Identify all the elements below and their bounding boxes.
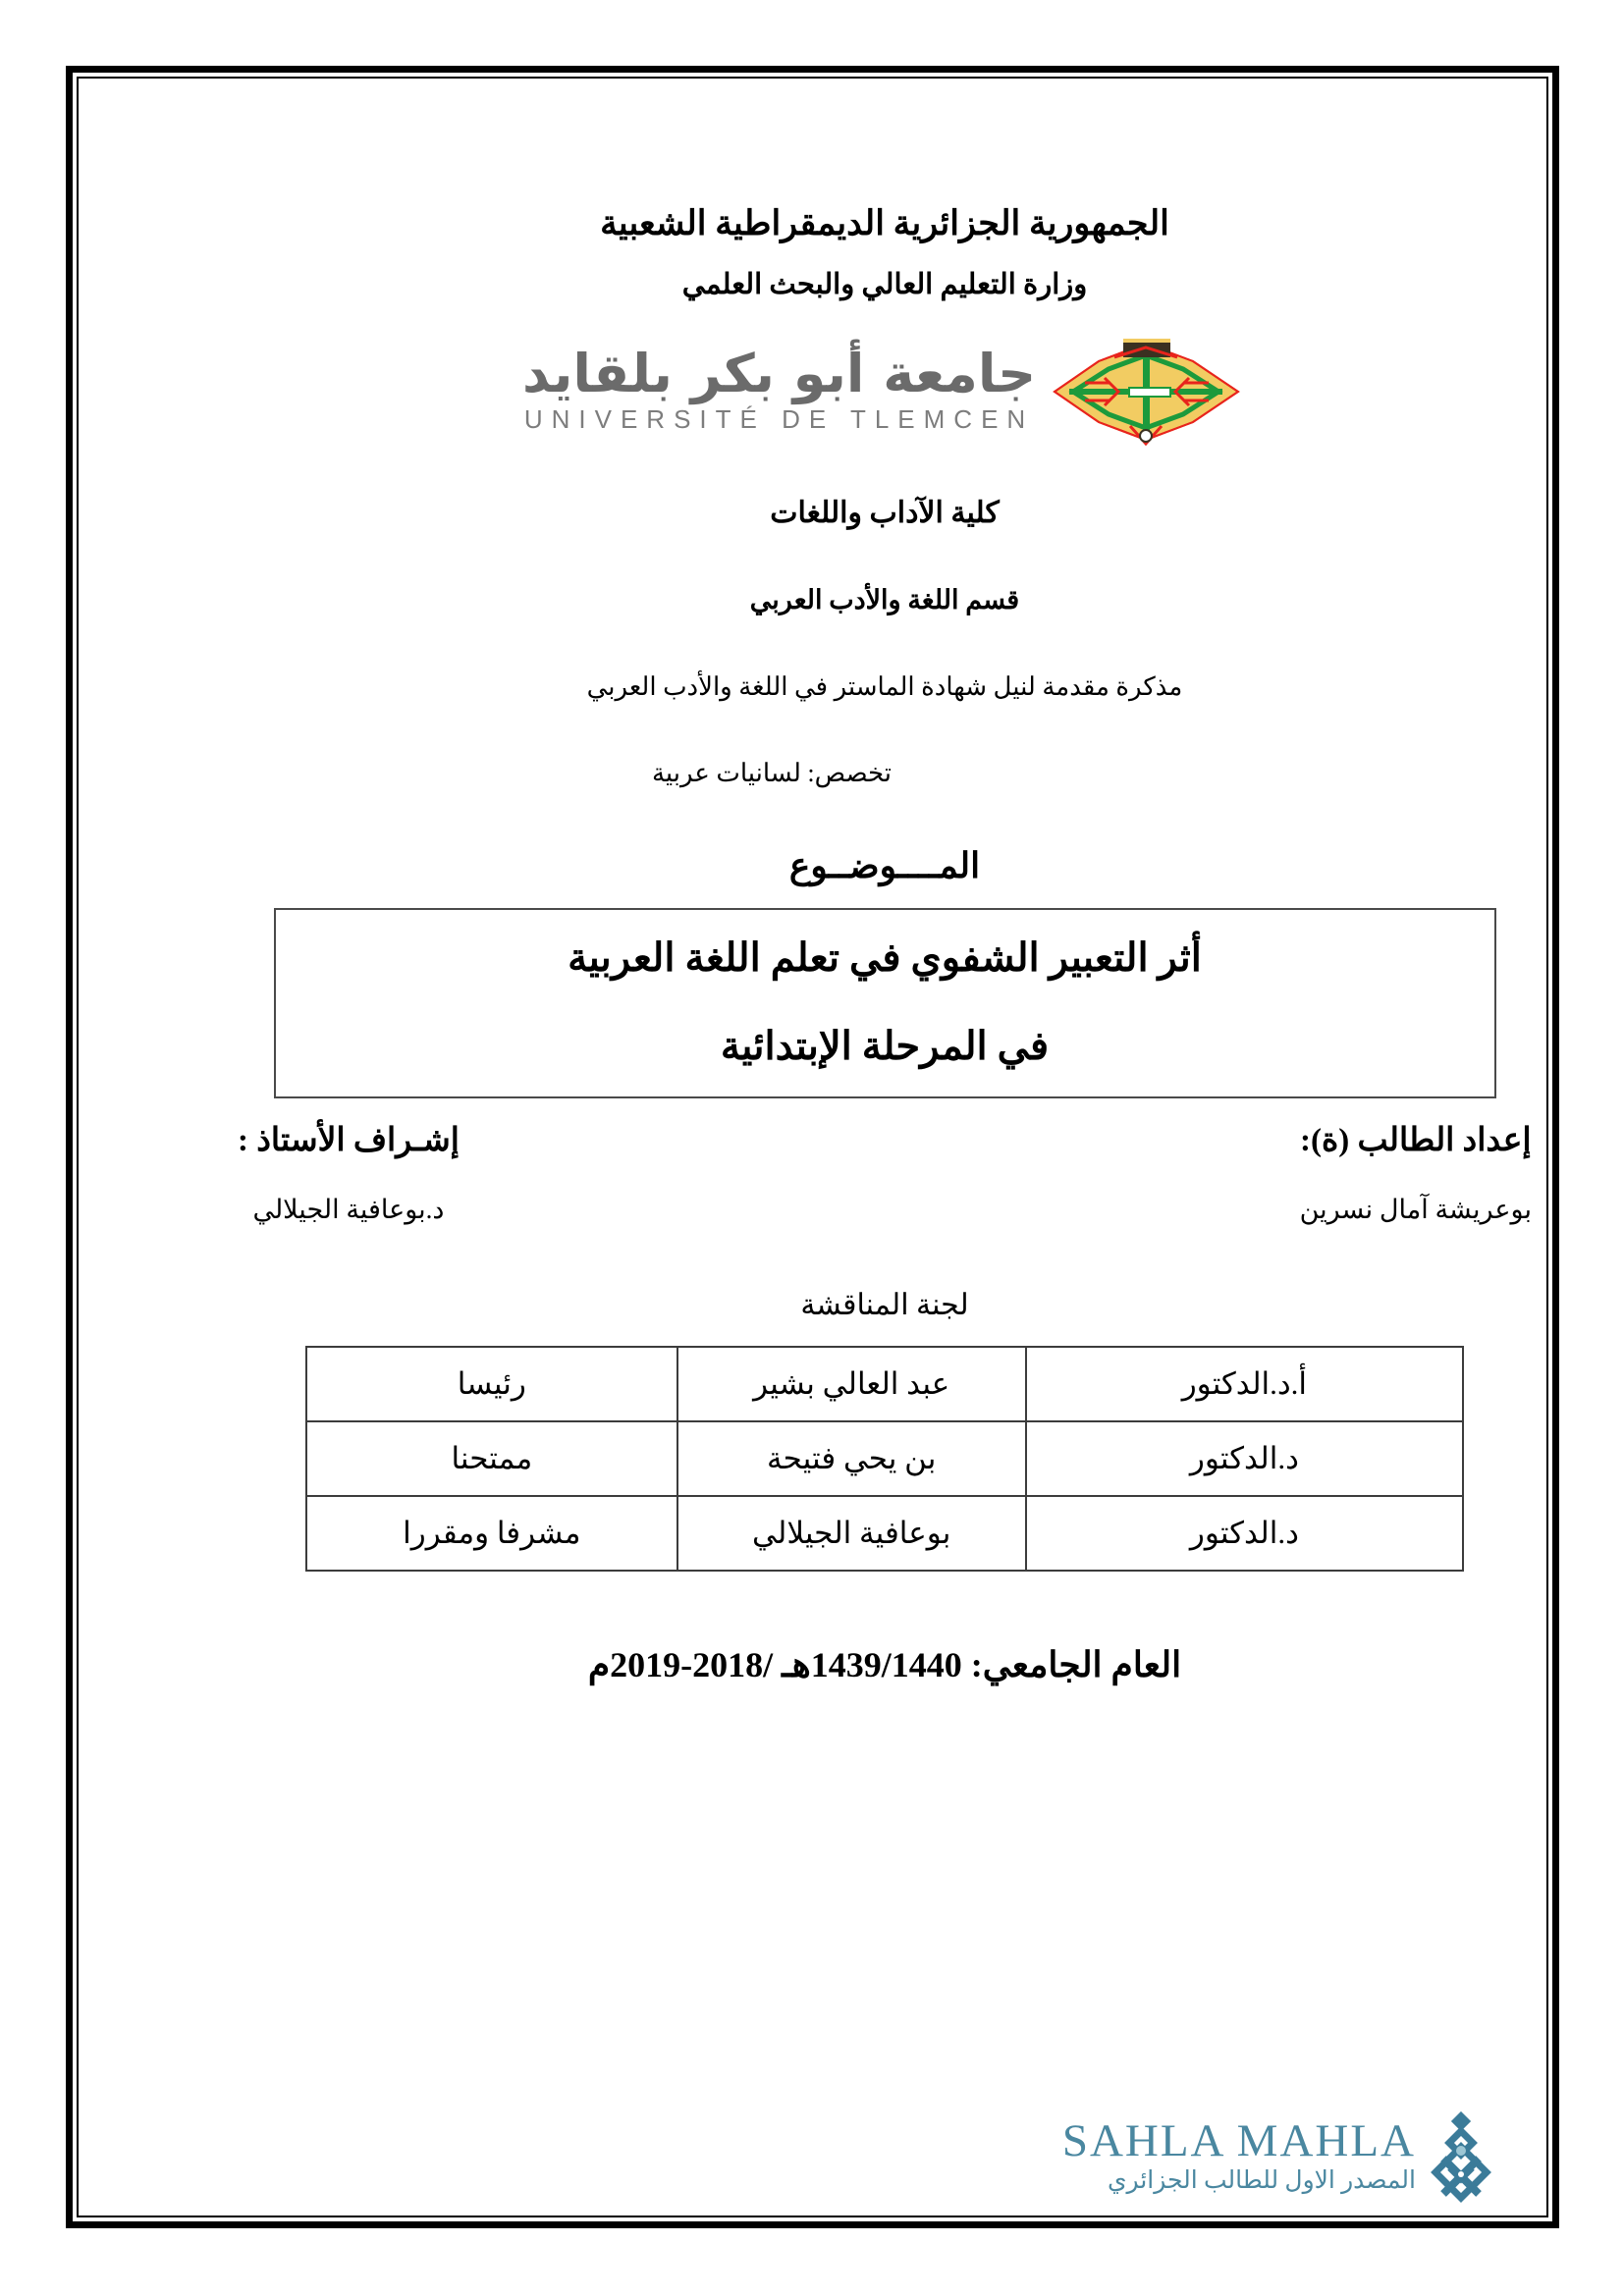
watermark-tagline: المصدر الاول للطالب الجزائري (1107, 2167, 1416, 2194)
page-border-frame (66, 66, 1559, 2228)
table-row (306, 1496, 1463, 1571)
jury-role: ممتحنا (306, 1421, 677, 1496)
republic-heading: الجمهورية الجزائرية الديمقراطية الشعبية (600, 204, 1169, 242)
jury-table (305, 1346, 1464, 1572)
subject-heading: المــــوضــوع (788, 846, 981, 886)
department-name: قسم اللغة والأدب العربي (749, 585, 1020, 615)
jury-role: رئيسا (306, 1347, 677, 1421)
jury-heading: لجنة المناقشة (800, 1289, 969, 1322)
memo-statement: مذكرة مقدمة لنيل شهادة الماستر في اللغة والأدب العربي (586, 672, 1183, 702)
jury-rank: د.الدكتور (1026, 1421, 1463, 1496)
sahla-mahla-diamond-mark-icon (1424, 2108, 1498, 2204)
thesis-title-line-2: في المرحلة الإبتدائية (720, 1024, 1050, 1069)
supervisor-block (238, 1120, 460, 1225)
watermark-text (1061, 2115, 1416, 2194)
supervisor-label: إشـراف الأستاذ : (238, 1123, 460, 1159)
academic-year: العام الجامعي: 1439/1440هـ /2018-2019م (587, 1645, 1182, 1685)
student-label: إعداد الطالب (ة): (1299, 1123, 1532, 1159)
jury-name: عبد العالي بشير (677, 1347, 1026, 1421)
university-logo-row (210, 333, 1559, 451)
faculty-name: كلية الآداب واللغات (770, 497, 1000, 530)
university-name-french: UNIVERSITÉ DE TLEMCEN (523, 404, 1035, 435)
speciality-line: تخصص: لسانيات عربية (651, 759, 893, 788)
thesis-title-box (274, 908, 1496, 1098)
thesis-title-line-1: أثر التعبير الشفوي في تعلم اللغة العربية (568, 935, 1202, 981)
cover-page-content (151, 151, 1618, 2291)
watermark-brand: SAHLA MAHLA (1061, 2115, 1416, 2166)
university-name-arabic: جامعة أبو بكر بلقايد (521, 343, 1037, 405)
jury-rank: د.الدكتور (1026, 1496, 1463, 1571)
sahla-mahla-watermark (1062, 2108, 1498, 2204)
jury-rank: أ.د.الدكتور (1026, 1347, 1463, 1421)
jury-role: مشرفا ومقررا (306, 1496, 677, 1571)
table-row (306, 1347, 1463, 1421)
ministry-heading: وزارة التعليم العالي والبحث العلمي (681, 268, 1088, 300)
table-row (306, 1421, 1463, 1496)
student-name: بوعريشة آمال نسرين (1299, 1195, 1532, 1225)
author-supervisor-row (210, 1120, 1559, 1225)
tlemcen-university-emblem-icon (1046, 334, 1247, 450)
jury-name: بن يحي فتيحة (677, 1421, 1026, 1496)
university-wordmark (521, 343, 1037, 436)
supervisor-name: د.بوعافية الجيلالي (252, 1195, 445, 1225)
student-block (1300, 1120, 1532, 1225)
jury-name: بوعافية الجيلالي (677, 1496, 1026, 1571)
